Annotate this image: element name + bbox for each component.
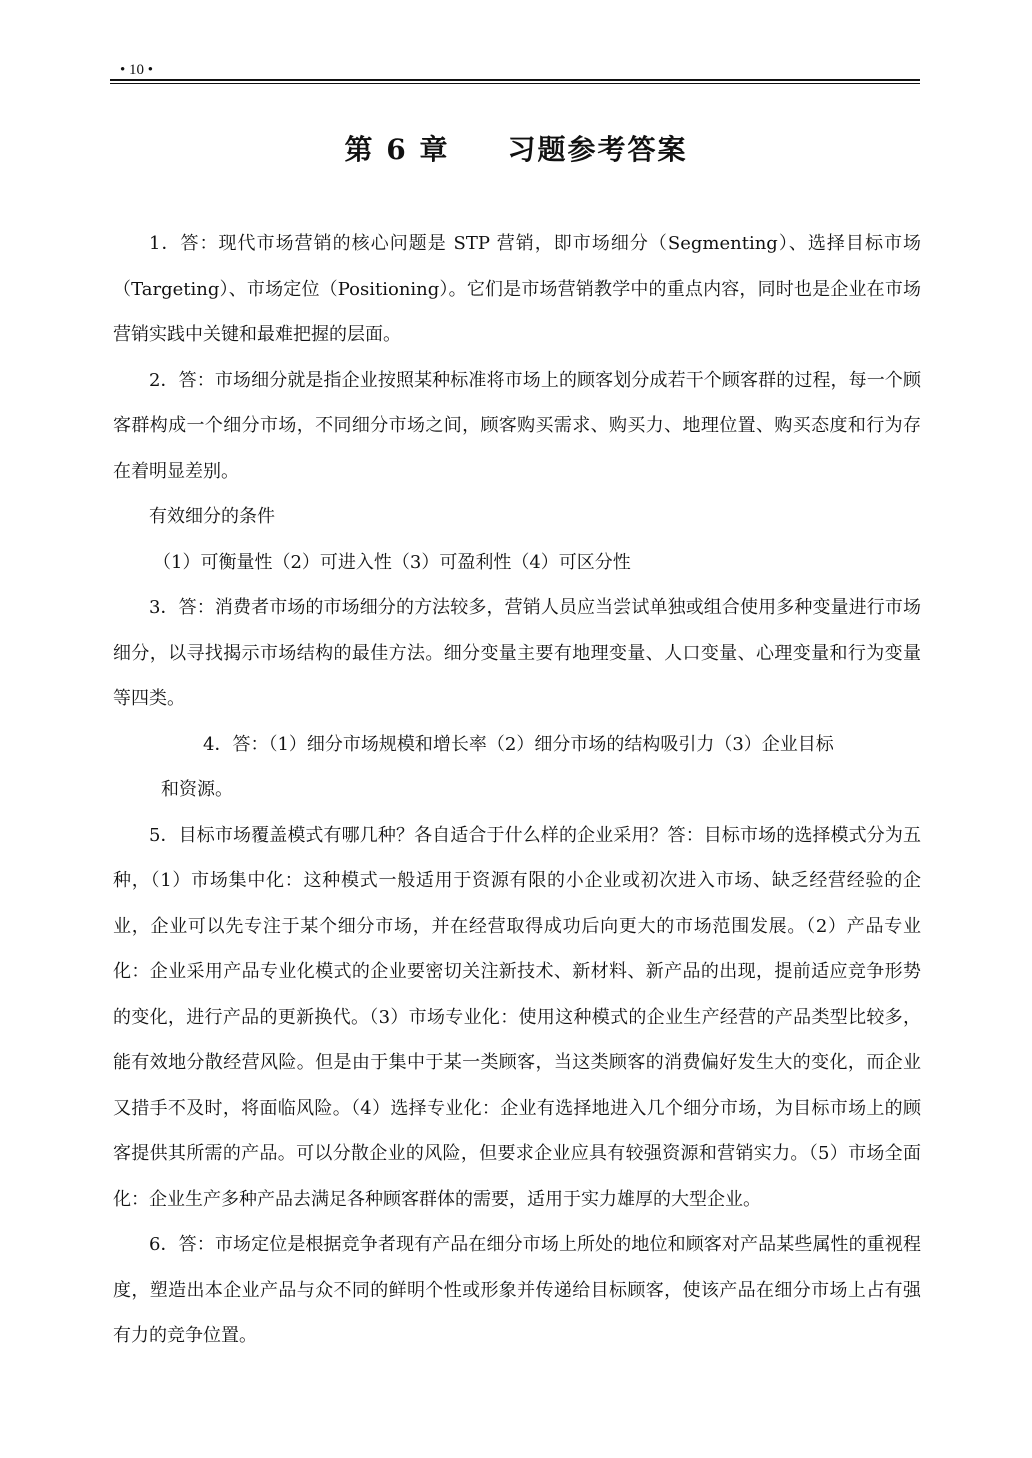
chapter-number: 第 6 章: [344, 133, 450, 166]
answer-3: 3．答：消费者市场的市场细分的方法较多，营销人员应当尝试单独或组合使用多种变量进行市场细分，以寻找揭示市场结构的最佳方法。细分变量主要有地理变量、人口变量、心理变量和行为变量等四类。: [113, 597, 921, 709]
answer-body: [113, 221, 921, 1359]
header-rule-thick: [110, 79, 920, 81]
chapter-title: [0, 130, 1032, 170]
answer-2: 2．答：市场细分就是指企业按照某种标准将市场上的顾客划分成若干个顾客群的过程，每一个顾客群构成一个细分市场，不同细分市场之间，顾客购买需求、购买力、地理位置、购买态度和行为存在着明显差别。: [113, 369, 921, 482]
page-number: • 10 •: [120, 62, 154, 78]
answer-4-line-2: 和资源。: [161, 779, 233, 800]
answer-5: 5．目标市场覆盖模式有哪几种？各自适合于什么样的企业采用？答：目标市场的选择模式分为五种，（1）市场集中化：这种模式一般适用于资源有限的小企业或初次进入市场、缺乏经营经验的企业，企业可以先专注于某个细分市场，并在经营取得成功后向更大的市场范围发展。（2）产品专业化：企业采用产品专业化模式的企业要密切关注新技术、新材料、新产品的出现，提前适应竞争形势的变化，进行产品的更新换代。（3）市场专业化：使用这种模式的企业生产经营的产品类型比较多，能有效地分散经营风险。但是由于集中于某一类顾客，当这类顾客的消费偏好发生大的变化，而企业又措手不及时，将面临风险。（4）选择专业化：企业有选择地进入几个细分市场，为目标市场上的顾客提供其所需的产品。可以分散企业的风险，但要求企业应具有较强资源和营销实力。（5）市场全面化：企业生产多种产品去满足各种顾客群体的需要，适用于实力雄厚的大型企业。: [113, 824, 921, 1210]
answer-6: 6．答：市场定位是根据竞争者现有产品在细分市场上所处的地位和顾客对产品某些属性的重视程度，塑造出本企业产品与众不同的鲜明个性或形象并传递给目标顾客，使该产品在细分市场上占有强有力的竞争位置。: [113, 1234, 921, 1346]
answer-2-subheading: 有效细分的条件: [149, 506, 275, 527]
header-rule-thin: [110, 83, 920, 84]
chapter-title-text: 习题参考答案: [507, 133, 688, 166]
answer-4-line-1: 4．答：（1）细分市场规模和增长率（2）细分市场的结构吸引力（3）企业目标: [203, 733, 834, 755]
answer-2-conditions: （1）可衡量性（2）可进入性（3）可盈利性（4）可区分性: [153, 551, 631, 573]
answer-1: 1．答：现代市场营销的核心问题是 STP 营销，即市场细分（Segmenting）、选择目标市场（Targeting）、市场定位（Positioning）。它们是市场营销教学中的重点内容，同时也是企业在市场营销实践中关键和最难把握的层面。: [113, 233, 921, 345]
